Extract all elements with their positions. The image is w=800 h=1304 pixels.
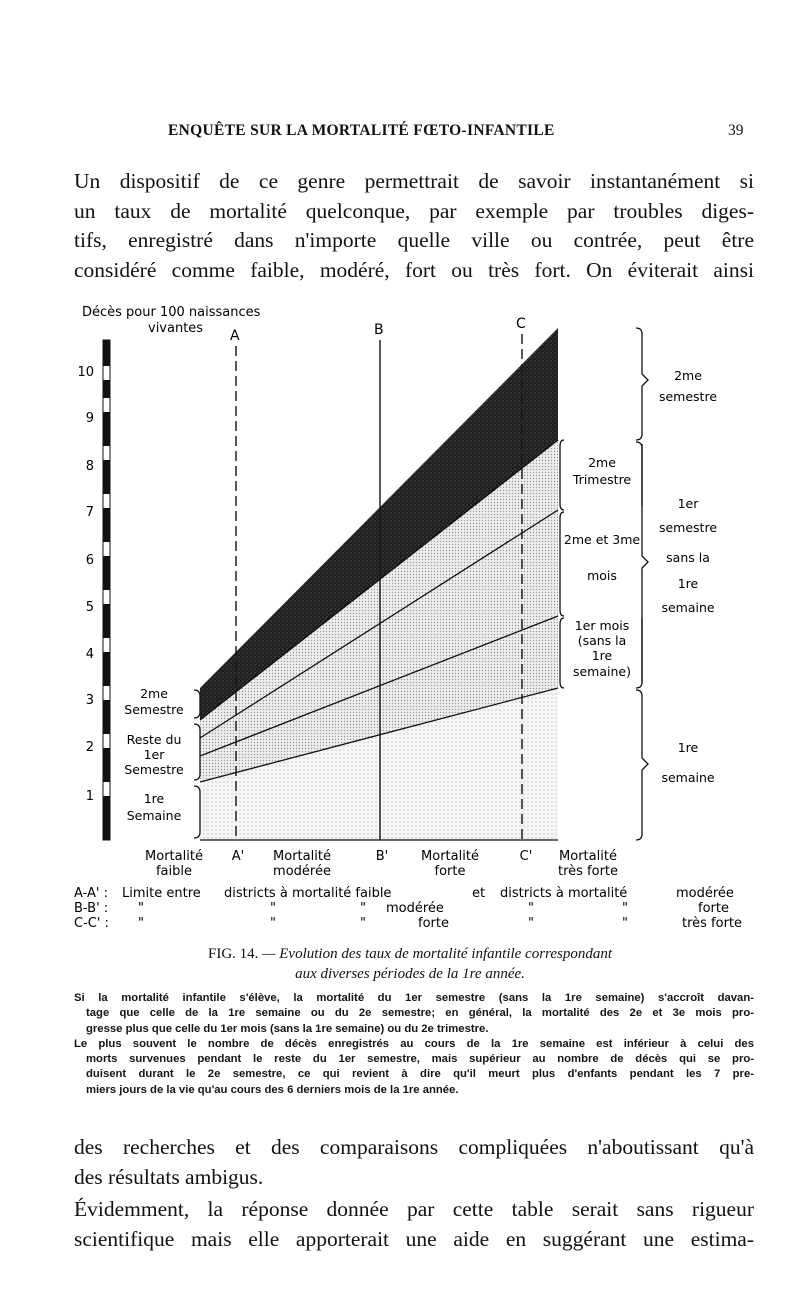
zone-label-faible: Mortalité xyxy=(145,849,203,864)
mortality-diagram xyxy=(70,300,760,940)
legend-ditto: " xyxy=(622,916,628,931)
legend-text: modérée xyxy=(676,886,734,901)
note-line: Si la mortalité infantile s'élève, la mortalité du 1er semestre (sans la 1re semaine) s'accroît davan- xyxy=(74,992,754,1004)
note-line: Le plus souvent le nombre de décès enregistrés au cours de la 1re semaine est inférieur à celui des xyxy=(74,1037,754,1050)
inner-label-line: mois xyxy=(587,568,617,583)
inner-label-line: semaine) xyxy=(572,664,632,679)
legend-text: districts à mortalité xyxy=(500,886,628,901)
zone-marker-b: B' xyxy=(375,849,389,864)
caption-line1: Evolution des taux de mortalité infantile correspondant xyxy=(279,946,612,962)
text-line: Un dispositif de ce genre permettrait de savoir instantanément si xyxy=(74,169,754,193)
inner-label-line: 1re xyxy=(591,648,613,663)
legend-ditto: " xyxy=(622,901,628,916)
inner-label-line: 1er mois xyxy=(574,618,630,633)
inner-label-line: 2me et 3me xyxy=(563,532,641,547)
legend-ditto: " xyxy=(270,916,276,931)
zone-label-tres-forte: très forte xyxy=(557,864,619,879)
note-line: morts survenues pendant le reste du 1er semestre, mais supérieur au nombre de décès qui se pro- xyxy=(86,1053,754,1066)
inner-label-line: 2me xyxy=(588,455,616,470)
legend-ditto: " xyxy=(270,901,276,916)
y-tick-2: 2 xyxy=(85,740,94,755)
right-label-line: sans la xyxy=(666,550,710,565)
legend-ditto: " xyxy=(360,916,366,931)
right-bracket-1re-semaine xyxy=(636,690,648,840)
final-paragraph xyxy=(74,1195,754,1254)
text-line: scientifique mais elle apporterait une aide en suggérant une estima- xyxy=(74,1226,754,1251)
right-label-line: 1er xyxy=(677,496,699,511)
y-tick-4: 4 xyxy=(85,647,94,662)
note-line: duisent durant le 2e semestre, ce qui revient à dire qu'il meurt plus d'enfants pendant les 7 pre- xyxy=(86,1068,754,1081)
figure-number: FIG. 14. xyxy=(208,946,259,962)
marker-a: A xyxy=(230,328,240,344)
legend-ditto: " xyxy=(528,916,534,931)
legend-middle: modérée xyxy=(386,901,444,916)
right-label-line: semaine xyxy=(661,600,715,615)
text-line: tifs, enregistré dans n'importe quelle ville ou contrée, peut être xyxy=(74,228,754,252)
y-tick-1: 1 xyxy=(85,789,94,804)
note-line: tage que celle de la 1re semaine ou du 2e semestre; en général, la mortalité des 2e et 3e mois pro- xyxy=(86,1007,754,1020)
zone-label-tres-forte: Mortalité xyxy=(559,849,617,864)
intro-paragraph xyxy=(74,167,754,285)
legend-text: très forte xyxy=(682,916,743,931)
legend-key: C-C' : xyxy=(74,916,109,931)
legend-ditto: " xyxy=(360,901,366,916)
legend-text: Limite entre xyxy=(122,886,201,901)
legend-text: et xyxy=(472,886,486,901)
y-tick-10: 10 xyxy=(77,365,94,380)
marker-c: C xyxy=(516,316,526,332)
left-bracket-2me-semestre xyxy=(194,690,200,718)
note-paragraph xyxy=(74,991,754,1037)
text-line: des recherches et des comparaisons compliquées n'aboutissant qu'à xyxy=(74,1135,754,1159)
closing-paragraph xyxy=(74,1133,754,1192)
y-tick-3: 3 xyxy=(85,693,94,708)
left-label-line: 1re xyxy=(143,791,165,806)
right-label-line: semestre xyxy=(658,389,718,404)
legend-ditto: " xyxy=(138,916,144,931)
inner-label-line: Trimestre xyxy=(572,472,632,487)
left-label-line: 2me xyxy=(140,686,168,701)
figure-notes xyxy=(74,991,754,1098)
note-line: miers jours de la vie qu'au cours des 6 derniers mois de la 1re année. xyxy=(86,1083,459,1096)
text-line: des résultats ambigus. xyxy=(74,1164,264,1189)
zone-label-forte: forte xyxy=(434,864,466,879)
zone-label-moderee: Mortalité xyxy=(273,849,331,864)
left-label-line: 1er xyxy=(143,747,165,762)
zone-marker-a: A' xyxy=(231,849,245,864)
left-bracket-1re-semaine xyxy=(194,786,200,838)
right-bracket-2me-semestre xyxy=(636,328,648,440)
page-number: 39 xyxy=(728,122,744,139)
text-line: considéré comme faible, modéré, fort ou très fort. On éviterait ainsi xyxy=(74,257,754,282)
note-line: gresse plus que celle du 1er mois (sans la 1re semaine) ou du 2e trimestre. xyxy=(86,1022,489,1035)
marker-b: B xyxy=(374,322,384,338)
figure-14 xyxy=(70,300,760,940)
left-bracket-reste xyxy=(194,724,200,780)
y-axis-label-line2: vivantes xyxy=(148,321,204,336)
y-tick-6: 6 xyxy=(85,553,94,568)
legend-ditto: " xyxy=(528,901,534,916)
zone-marker-c: C' xyxy=(519,849,533,864)
left-label-line: Semestre xyxy=(124,762,184,777)
y-tick-9: 9 xyxy=(85,411,94,426)
caption-line2: aux diverses périodes de la 1re année. xyxy=(295,966,525,982)
inner-bracket-1er-mois xyxy=(560,618,564,688)
inner-bracket-2me-3me-mois xyxy=(560,512,564,616)
inner-label-line: (sans la xyxy=(577,633,627,648)
legend-key: A-A' : xyxy=(74,886,108,901)
note-paragraph xyxy=(74,1037,754,1098)
right-label-line: semaine xyxy=(661,770,715,785)
zone-label-faible: faible xyxy=(155,864,193,879)
y-tick-7: 7 xyxy=(85,505,94,520)
right-label-line: 1re xyxy=(677,740,699,755)
y-tick-5: 5 xyxy=(85,600,94,615)
zone-label-forte: Mortalité xyxy=(421,849,479,864)
running-title: ENQUÊTE SUR LA MORTALITÉ FŒTO-INFANTILE xyxy=(168,122,555,139)
inner-bracket-2me-trimestre xyxy=(560,440,564,510)
y-tick-8: 8 xyxy=(85,459,94,474)
legend-text: districts à mortalité faible xyxy=(224,886,392,901)
right-label-line: semestre xyxy=(658,520,718,535)
legend-text: forte xyxy=(698,901,729,916)
right-label-line: 2me xyxy=(674,368,702,383)
text-line: Évidemment, la réponse donnée par cette table serait sans rigueur xyxy=(74,1197,754,1221)
y-axis-label-line1: Décès pour 100 naissances xyxy=(82,305,261,320)
scale-bar-blocks xyxy=(103,340,110,840)
legend-key: B-B' : xyxy=(74,901,109,916)
left-label-line: Semaine xyxy=(126,808,182,823)
text-line: un taux de mortalité quelconque, par exemple par troubles diges- xyxy=(74,198,754,223)
running-header xyxy=(0,122,800,146)
right-label-line: 1re xyxy=(677,576,699,591)
left-label-line: Semestre xyxy=(124,702,184,717)
zone-label-moderee: modérée xyxy=(273,864,331,879)
left-label-line: Reste du xyxy=(126,732,182,747)
legend-ditto: " xyxy=(138,901,144,916)
legend-middle: forte xyxy=(418,916,449,931)
figure-caption: FIG. 14. — Evolution des taux de mortalité infantile correspondant aux diverses périodes de la 1re année. xyxy=(70,944,750,984)
right-bracket-1er-semestre xyxy=(636,442,648,688)
